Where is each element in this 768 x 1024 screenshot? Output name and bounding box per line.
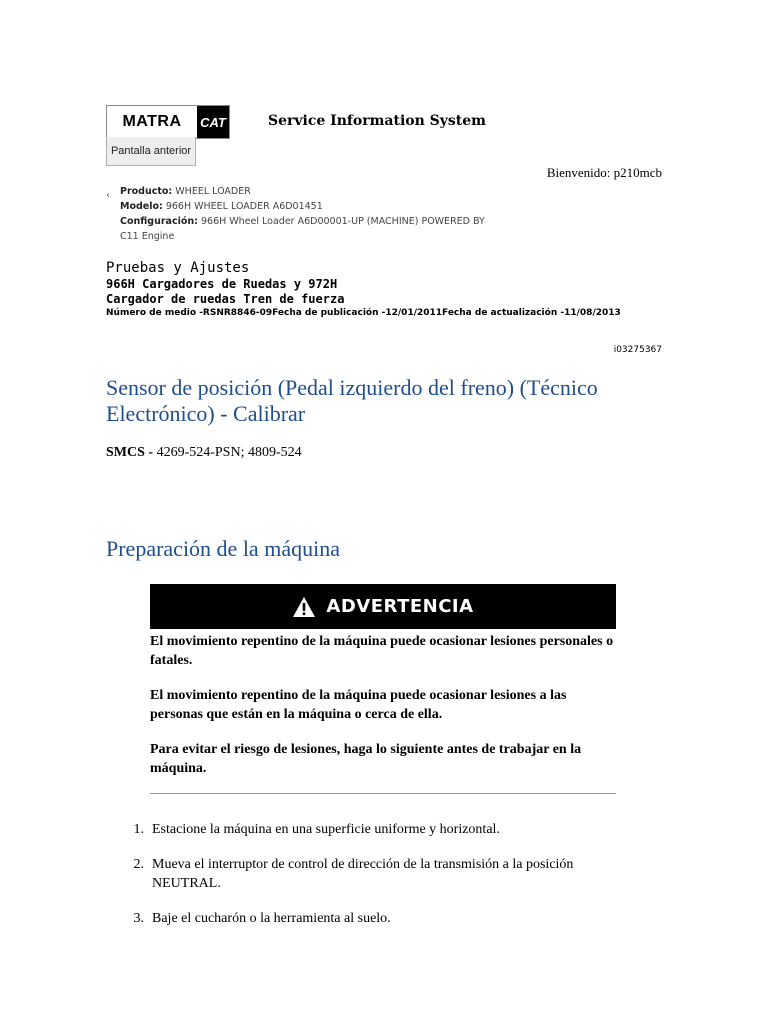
document-header <box>106 260 344 307</box>
welcome-text: Bienvenido: p210mcb <box>546 165 662 180</box>
steps-list <box>106 820 626 944</box>
warning-text <box>150 632 620 794</box>
step-number: 3. <box>133 911 144 926</box>
matra-cat-logo <box>106 105 230 139</box>
breadcrumb-model <box>120 199 500 214</box>
product-label: Producto: <box>120 186 173 197</box>
model-value[interactable]: 966H WHEEL LOADER A6D01451 <box>165 201 323 212</box>
media-number: Número de medio -RSNR8846-09Fecha de publicación -12/01/2011Fecha de actualización -11/08/2013 <box>106 308 621 318</box>
warning-label: ADVERTENCIA <box>326 596 474 617</box>
smcs-label: SMCS - <box>106 445 154 460</box>
list-item <box>106 820 626 839</box>
product-line-2: Cargador de ruedas Tren de fuerza <box>106 292 345 306</box>
warning-paragraph-2: El movimiento repentino de la máquina puede ocasionar lesiones a las personas que están en la máquina o cerca de ella. <box>150 688 567 722</box>
previous-screen-button[interactable]: Pantalla anterior <box>106 137 196 166</box>
product-line-1: 966H Cargadores de Ruedas y 972H <box>106 277 338 291</box>
warning-paragraph-1: El movimiento repentino de la máquina puede ocasionar lesiones personales o fatales. <box>150 634 614 668</box>
system-title: Service Information System <box>268 113 486 129</box>
configuration-label: Configuración: <box>120 216 198 227</box>
step-text: Mueva el interruptor de control de dirección de la transmisión a la posición NEUTRAL. <box>152 857 574 891</box>
warning-divider <box>150 793 616 794</box>
breadcrumb-back-arrow-icon[interactable]: ‹ <box>106 190 110 201</box>
section-name: Pruebas y Ajustes <box>106 260 250 276</box>
breadcrumb-product <box>120 184 500 199</box>
breadcrumb-configuration <box>120 214 500 244</box>
matra-logo-text: MATRA <box>122 113 182 130</box>
warning-triangle-icon <box>292 596 316 618</box>
document-id: i03275367 <box>613 345 662 355</box>
step-number: 1. <box>133 822 144 837</box>
warning-banner <box>150 584 616 629</box>
list-item <box>106 855 626 893</box>
page-title: Sensor de posición (Pedal izquierdo del freno) (Técnico Electrónico) - Calibrar <box>106 375 598 426</box>
configuration-value[interactable]: 966H Wheel Loader A6D00001-UP (MACHINE) POWERED BY C11 Engine <box>120 216 485 242</box>
step-text: Estacione la máquina en una superficie uniforme y horizontal. <box>152 822 500 837</box>
section-heading: Preparación de la máquina <box>106 536 340 561</box>
warning-paragraph-3: Para evitar el riesgo de lesiones, haga lo siguiente antes de trabajar en la máquina. <box>150 742 582 776</box>
step-text: Baje el cucharón o la herramienta al suelo. <box>152 911 391 926</box>
smcs-value: 4269-524-PSN; 4809-524 <box>156 445 302 460</box>
breadcrumb <box>120 184 500 244</box>
product-value[interactable]: WHEEL LOADER <box>175 186 251 197</box>
smcs-line <box>106 445 302 461</box>
cat-logo: CAT <box>197 106 229 138</box>
step-number: 2. <box>133 857 144 872</box>
model-label: Modelo: <box>120 201 163 212</box>
list-item <box>106 909 626 928</box>
